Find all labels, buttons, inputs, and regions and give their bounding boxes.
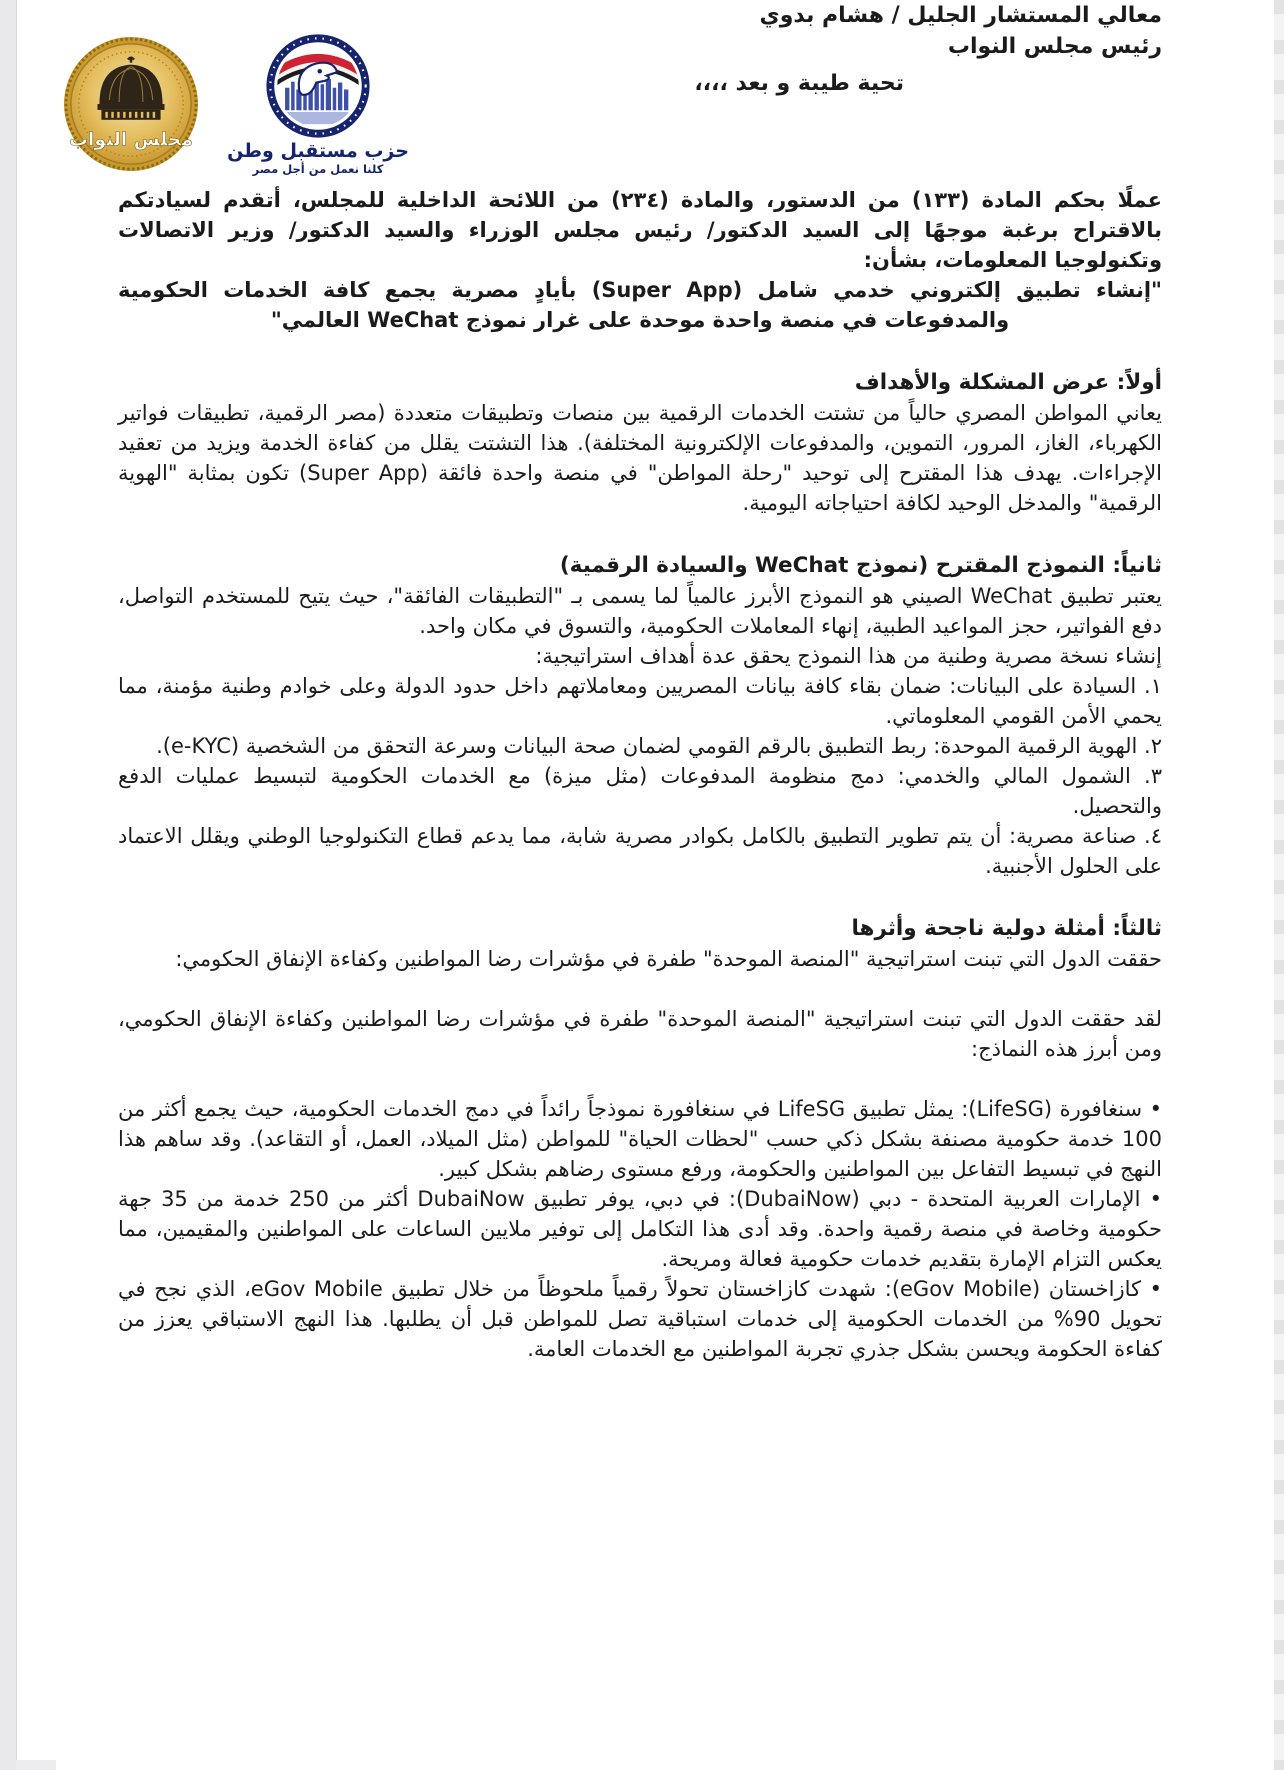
photo-edge-bottom: [16, 1760, 56, 1770]
section-1-heading: أولاً: عرض المشكلة والأهداف: [854, 370, 1162, 395]
section-3-paragraph: حققت الدول التي تبنت استراتيجية "المنصة الموحدة" طفرة في مؤشرات رضا المواطنين وكفاءة الإنفاق الحكومي:: [175, 947, 1162, 971]
recipient-name: معالي المستشار الجليل / هشام بدوي: [759, 3, 1162, 28]
section-2-item-3: ٣. الشمول المالي والخدمي: دمج منظومة المدفوعات (مثل ميزة) مع الخدمات الحكومية لتبسيط عمليات الدفع والتحصيل.: [118, 764, 1162, 818]
parliament-seal-label: مجلس النواب: [69, 129, 193, 151]
section-2-paragraph: يعتبر تطبيق WeChat الصيني هو النموذج الأبرز عالمياً لما يسمى بـ "التطبيقات الفائقة"، حيث يتيح للمستخدم التواصل، دفع الفواتير، حجز المواعيد الطبية، إنهاء المعاملات الحكومية، والتسوق في مكان واحد.: [118, 584, 1162, 638]
section-3-bullet-dubai: • الإمارات العربية المتحدة - دبي (DubaiNow): في دبي، يوفر تطبيق DubaiNow أكثر من 250 خدمة من 35 جهة حكومية وخاصة في منصة رقمية واحدة. وقد أدى هذا التكامل إلى توفير ملايين الساعات على المواطنين والمقيمين، مما يعكس التزام الإمارة بتقديم خدمات حكومية فعالة ومريحة.: [118, 1187, 1162, 1271]
party-title: حزب مستقبل وطن: [227, 140, 409, 162]
intro-paragraph: عملًا بحكم المادة (١٣٣) من الدستور، والمادة (٢٣٤) من اللائحة الداخلية للمجلس، أتقدم لسيادتكم بالاقتراح برغبة موجهًا إلى السيد الدكتور/ رئيس مجلس الوزراء والسيد الدكتور/ وزير الاتصالات وتكنولوجيا المعلومات، بشأن:: [118, 188, 1162, 272]
greeting-line: تحية طيبة و بعد ،،،،: [694, 71, 904, 96]
recipient-title: رئيس مجلس النواب: [947, 34, 1162, 59]
section-3-bullet-kazakhstan: • كازاخستان (eGov Mobile): شهدت كازاخستان تحولاً رقمياً ملحوظاً من خلال تطبيق eGov Mobile، الذي نجح في تحويل 90% من الخدمات الحكومية إلى خدمات استباقية تصل للمواطن قبل أن يطلبها. هذا النهج الاستباقي يعزز من كفاءة الحكومة ويحسن بشكل جذري تجربة المواطنين مع الخدمات العامة.: [118, 1277, 1163, 1361]
section-2-item-1: ١. السيادة على البيانات: ضمان بقاء كافة بيانات المصريين ومعاملاتهم داخل حدود الدولة وعلى خوادم وطنية مؤمنة، مما يحمي الأمن القومي المعلوماتي.: [118, 674, 1162, 728]
section-3-bullet-singapore: • سنغافورة (LifeSG): يمثل تطبيق LifeSG في سنغافورة نموذجاً رائداً في دمج الخدمات الحكومية، حيث يجمع أكثر من 100 خدمة حكومية مصنفة بشكل ذكي حسب "لحظات الحياة" للمواطن (مثل الميلاد، العمل، أو التقاعد). وقد ساهم هذا النهج في تبسيط التفاعل بين المواطنين والحكومة، ورفع مستوى رضاهم بشكل كبير.: [118, 1097, 1162, 1181]
party-subtitle: كلنا نعمل من أجل مصر: [252, 162, 384, 176]
letter-body: [118, 0, 1162, 1364]
section-2-paragraph: إنشاء نسخة مصرية وطنية من هذا النموذج يحقق عدة أهداف استراتيجية:: [535, 644, 1162, 668]
photo-edge-left: [0, 0, 17, 1770]
section-2-item-4: ٤. صناعة مصرية: أن يتم تطوير التطبيق بالكامل بكوادر مصرية شابة، مما يدعم قطاع التكنولوجيا الوطني ويقلل الاعتماد على الحلول الأجنبية.: [118, 824, 1162, 878]
section-2-item-2: ٢. الهوية الرقمية الموحدة: ربط التطبيق بالرقم القومي لضمان صحة البيانات وسرعة التحقق من الشخصية (e-KYC).: [156, 734, 1162, 758]
photo-edge-right: [1274, 0, 1284, 1770]
section-1-paragraph: يعاني المواطن المصري حالياً من تشتت الخدمات الرقمية بين منصات وتطبيقات متعددة (مصر الرقمية، تطبيقات فواتير الكهرباء، الغاز، المرور، التموين، والمدفوعات الإلكترونية المختلفة). هذا التشتت يقلل من كفاءة الخدمة ويزيد من تعقيد الإجراءات. يهدف هذا المقترح إلى توحيد "رحلة المواطن" في منصة واحدة فائقة (Super App) تكون بمثابة "الهوية الرقمية" والمدخل الوحيد لكافة احتياجاته اليومية.: [118, 401, 1163, 515]
section-3-paragraph: لقد حققت الدول التي تبنت استراتيجية "المنصة الموحدة" طفرة في مؤشرات رضا المواطنين وكفاءة الإنفاق الحكومي، ومن أبرز هذه النماذج:: [118, 1007, 1162, 1061]
proposal-subject: "إنشاء تطبيق إلكتروني خدمي شامل (Super App) بأيادٍ مصرية يجمع كافة الخدمات الحكومية والمدفوعات في منصة واحدة موحدة على غرار نموذج WeChat العالمي": [118, 278, 1162, 332]
section-3-heading: ثالثاً: أمثلة دولية ناجحة وأثرها: [851, 916, 1162, 941]
section-2-heading: ثانياً: النموذج المقترح (نموذج WeChat والسيادة الرقمية): [559, 553, 1162, 578]
